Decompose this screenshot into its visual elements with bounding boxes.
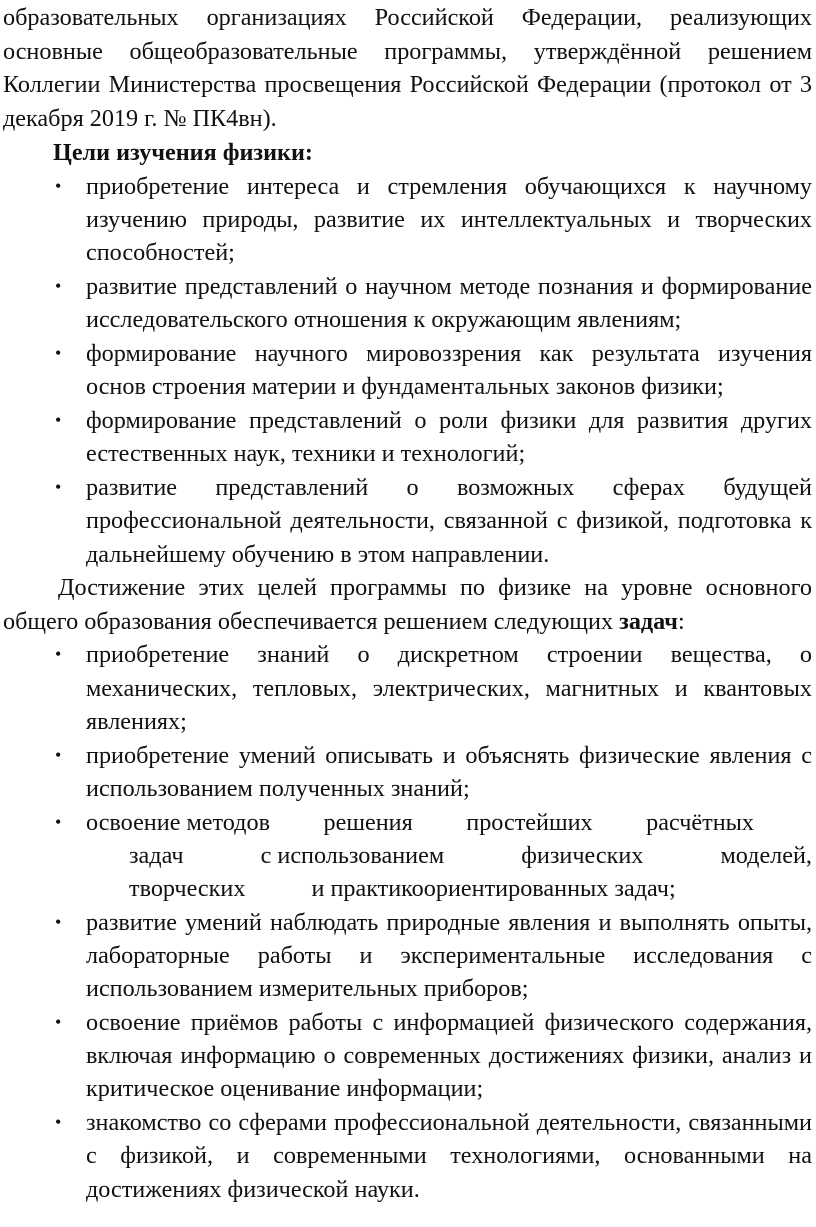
bullet-icon: • <box>55 911 62 932</box>
bullet-icon: • <box>55 1012 62 1033</box>
task-word: с использованием <box>260 841 445 869</box>
tasks-intro-text: Достижение этих целей программы по физике на уровне основного общего образования обеспечивается решением следующих <box>3 574 812 635</box>
bullet-icon: • <box>55 276 62 297</box>
list-item <box>0 906 816 1006</box>
task-text: знакомство со сферами профессиональной деятельности, связанными с физикой, и современными технологиями, основанными на достижениях физической науки. <box>86 1109 812 1203</box>
tasks-list <box>0 638 816 1205</box>
goals-list <box>0 170 816 571</box>
bullet-icon: • <box>55 744 62 765</box>
tasks-intro-colon: : <box>677 607 685 635</box>
task-word: моделей, <box>720 841 812 869</box>
goals-heading: Цели изучения физики: <box>53 139 313 166</box>
goal-text: развитие представлений о научном методе познания и формирование исследовательского отношения к окружающим явлениям; <box>86 273 812 334</box>
task-word: задач <box>129 841 184 869</box>
goal-text: приобретение интереса и стремления обучающихся к научному изучению природы, развитие их интеллектуальных и творческих способностей; <box>86 173 812 267</box>
task-line <box>86 872 812 905</box>
task-word: физических <box>521 841 644 869</box>
task-text: приобретение знаний о дискретном строении вещества, о механических, тепловых, электрических, магнитных и квантовых явлениях; <box>86 641 812 735</box>
list-item <box>0 270 816 336</box>
task-line <box>86 806 812 839</box>
task-word: расчётных <box>646 808 754 836</box>
task-word: и практикоориентированных задач; <box>311 875 676 903</box>
bullet-icon: • <box>55 1112 62 1133</box>
list-item <box>0 806 816 906</box>
list-item <box>0 739 816 805</box>
task-text: развитие умений наблюдать природные явления и выполнять опыты, лабораторные работы и экспериментальные исследования с использованием измерительных приборов; <box>86 908 812 1003</box>
task-text: освоение приёмов работы с информацией физического содержания, включая информацию о современных достижениях физики, анализ и критическое оценивание информации; <box>86 1009 812 1103</box>
list-item <box>0 1006 816 1106</box>
bullet-icon: • <box>55 176 62 196</box>
goal-text: развитие представлений о возможных сферах будущей профессиональной деятельности, связанной с физикой, подготовка к дальнейшему обучению в этом направлении. <box>86 474 812 568</box>
list-item <box>0 337 816 403</box>
task-word: решения <box>323 808 413 836</box>
task-line <box>86 839 812 872</box>
bullet-icon: • <box>55 343 62 364</box>
task-word: творческих <box>129 875 246 903</box>
list-item <box>0 638 816 738</box>
goal-text: формирование научного мировоззрения как результата изучения основ строения материи и фундаментальных законов физики; <box>86 340 812 401</box>
task-word: простейших <box>466 808 593 836</box>
list-item <box>0 1106 816 1206</box>
list-item <box>0 170 816 270</box>
intro-paragraph: образовательных организациях Российской Федерации, реализующих основные общеобразовательные программы, утверждённой решением Коллегии Министерства просвещения Российской Федерации (протокол от 3 декабря 2019 г. № ПК4вн). <box>3 4 812 132</box>
task-text: приобретение умений описывать и объяснять физические явления с использованием полученных знаний; <box>86 741 812 802</box>
task-word: освоение методов <box>86 808 270 836</box>
bullet-icon: • <box>55 644 62 665</box>
goal-text: формирование представлений о роли физики для развития других естественных наук, техники и технологий; <box>86 407 812 468</box>
list-item <box>0 404 816 470</box>
bullet-icon: • <box>55 477 62 498</box>
list-item <box>0 471 816 571</box>
bullet-icon: • <box>55 811 62 832</box>
bullet-icon: • <box>55 410 62 431</box>
tasks-keyword: задач <box>619 607 678 635</box>
tasks-intro-paragraph <box>0 571 816 638</box>
